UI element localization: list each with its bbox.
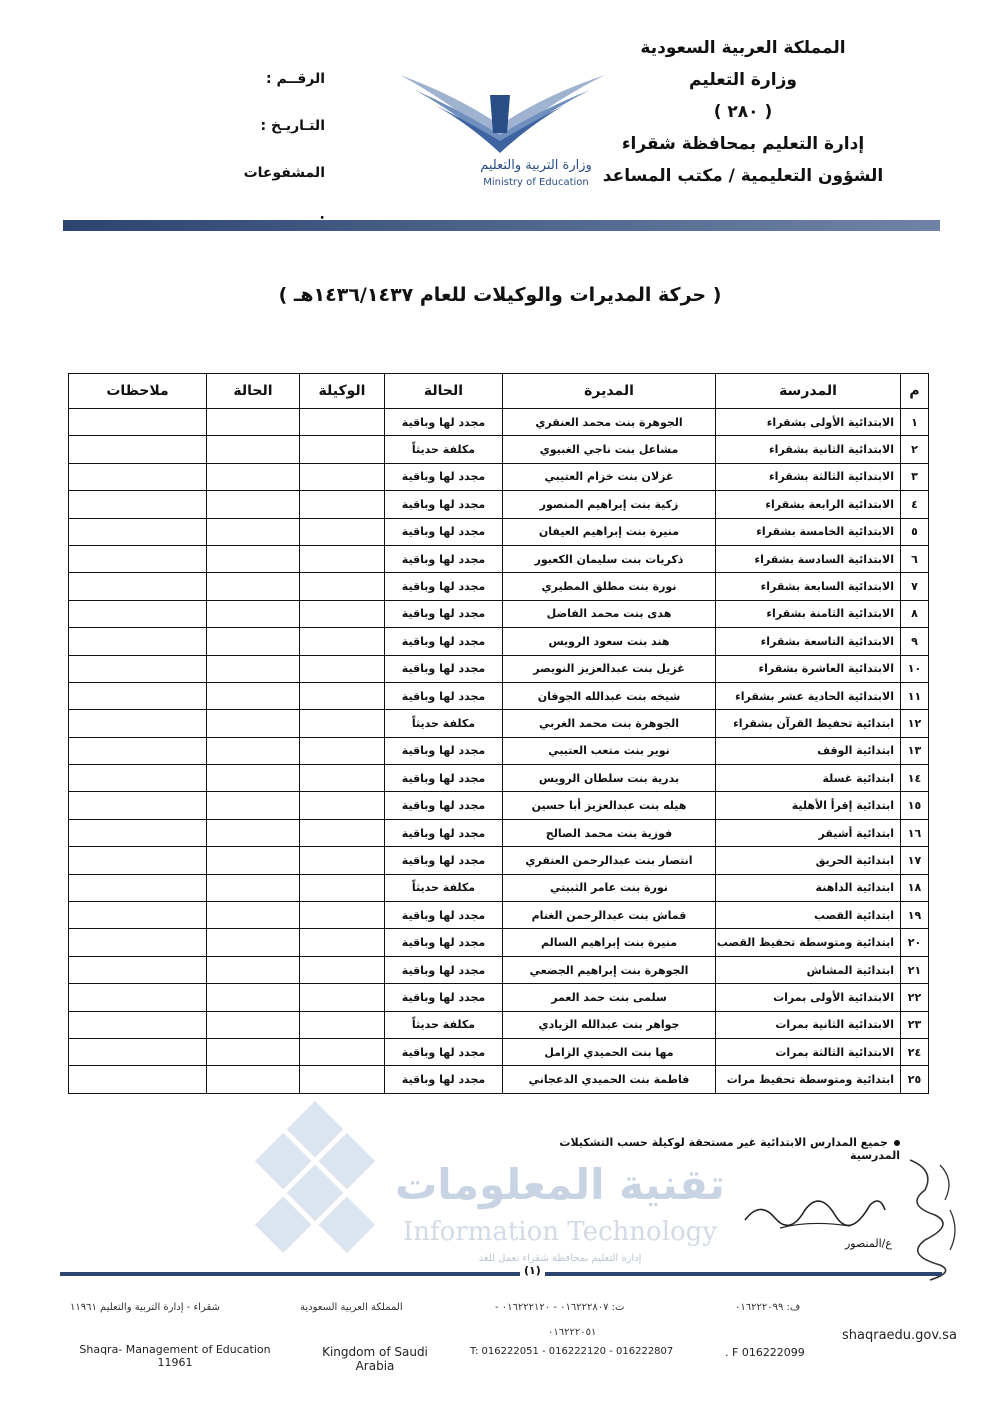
deputy-status-cell: [207, 682, 300, 709]
footer-country-en: Kingdom of Saudi Arabia: [322, 1345, 428, 1373]
table-row: [69, 956, 929, 983]
deputy-cell: [300, 573, 385, 600]
principal-status-cell: مجدد لها وباقية: [385, 765, 503, 792]
row-number-cell: ١٧: [901, 847, 929, 874]
deputy-cell: [300, 792, 385, 819]
principal-status-cell: مجدد لها وباقية: [385, 847, 503, 874]
deputy-cell: [300, 600, 385, 627]
table-row: [69, 682, 929, 709]
school-cell: الابتدائية الخامسة بشقراء: [716, 518, 901, 545]
principal-cell: غزيل بنت عبدالعزيز النويصر: [503, 655, 716, 682]
school-cell: الابتدائية الثالثة بمرات: [716, 1038, 901, 1065]
row-number-cell: ٥: [901, 518, 929, 545]
deputy-status-cell: [207, 600, 300, 627]
principal-cell: نورة بنت مطلق المطيري: [503, 573, 716, 600]
deputy-status-cell: [207, 1066, 300, 1093]
principal-status-cell: مجدد لها وباقية: [385, 1066, 503, 1093]
notes-cell: [69, 463, 207, 490]
column-header: م: [901, 374, 929, 409]
school-cell: الابتدائية الثانية بمرات: [716, 1011, 901, 1038]
principal-status-cell: مجدد لها وباقية: [385, 463, 503, 490]
deputy-cell: [300, 984, 385, 1011]
row-number-cell: ٢١: [901, 956, 929, 983]
deputy-cell: [300, 491, 385, 518]
row-number-cell: ٦: [901, 545, 929, 572]
deputy-status-cell: [207, 409, 300, 436]
website-link[interactable]: shaqraedu.gov.sa: [842, 1328, 957, 1343]
deputy-cell: [300, 409, 385, 436]
notes-cell: [69, 409, 207, 436]
deputy-cell: [300, 545, 385, 572]
bullet-icon: [894, 1140, 900, 1146]
reference-code: ( ٢٨٠ ): [713, 102, 773, 122]
principal-status-cell: مجدد لها وباقية: [385, 491, 503, 518]
school-cell: الابتدائية الثانية بشقراء: [716, 436, 901, 463]
footnote: [520, 1136, 900, 1162]
column-header: المدرسة: [716, 374, 901, 409]
school-cell: ابتدائية إقرأ الأهلية: [716, 792, 901, 819]
signature-icon: [740, 1180, 890, 1240]
deputy-cell: [300, 1038, 385, 1065]
table-row: [69, 545, 929, 572]
principal-status-cell: مجدد لها وباقية: [385, 518, 503, 545]
table-row: [69, 792, 929, 819]
deputy-cell: [300, 819, 385, 846]
deputy-status-cell: [207, 765, 300, 792]
notes-cell: [69, 600, 207, 627]
principal-cell: انتصار بنت عبدالرحمن العنقري: [503, 847, 716, 874]
notes-cell: [69, 956, 207, 983]
table-row: [69, 518, 929, 545]
principal-status-cell: مجدد لها وباقية: [385, 573, 503, 600]
deputy-status-cell: [207, 819, 300, 846]
ministry-name: وزارة التعليم: [689, 70, 797, 90]
school-cell: الابتدائية السابعة بشقراء: [716, 573, 901, 600]
principal-status-cell: مكلفة حديثاً: [385, 1011, 503, 1038]
row-number-cell: ١٨: [901, 874, 929, 901]
table-row: [69, 737, 929, 764]
row-number-cell: ١٢: [901, 710, 929, 737]
principal-cell: فاطمة بنت الحميدي الدعجاني: [503, 1066, 716, 1093]
deputy-status-cell: [207, 573, 300, 600]
staff-movement-table: [68, 373, 929, 1094]
principal-cell: الجوهرة بنت إبراهيم الجضعي: [503, 956, 716, 983]
row-number-cell: ٩: [901, 628, 929, 655]
principal-cell: جواهر بنت عبدالله الزيادي: [503, 1011, 716, 1038]
principal-cell: فوزية بنت محمد الصالح: [503, 819, 716, 846]
logo-english-text: Ministry of Education: [483, 177, 589, 188]
notes-cell: [69, 929, 207, 956]
handwritten-stamp-icon: [895, 1150, 970, 1285]
deputy-cell: [300, 1011, 385, 1038]
deputy-status-cell: [207, 1038, 300, 1065]
table-row: [69, 573, 929, 600]
footer-phones-ar: ت: ٠١٦٢٢٢٨٠٧ - ٠١٦٢٢٢١٢٠ -: [495, 1302, 625, 1313]
deputy-status-cell: [207, 491, 300, 518]
principal-status-cell: مجدد لها وباقية: [385, 902, 503, 929]
table-row: [69, 902, 929, 929]
notes-cell: [69, 682, 207, 709]
school-cell: ابتدائية ومتوسطة تحفيظ مرات: [716, 1066, 901, 1093]
principal-status-cell: مجدد لها وباقية: [385, 1038, 503, 1065]
row-number-cell: ٢٤: [901, 1038, 929, 1065]
deputy-status-cell: [207, 902, 300, 929]
deputy-status-cell: [207, 545, 300, 572]
deputy-cell: [300, 682, 385, 709]
school-cell: ابتدائية القصب: [716, 902, 901, 929]
column-header: ملاحظات: [69, 374, 207, 409]
notes-cell: [69, 436, 207, 463]
table-row: [69, 491, 929, 518]
table-row: [69, 847, 929, 874]
school-cell: ابتدائية المشاش: [716, 956, 901, 983]
principal-cell: هند بنت سعود الرويس: [503, 628, 716, 655]
school-cell: ابتدائية الحريق: [716, 847, 901, 874]
school-cell: ابتدائية الوقف: [716, 737, 901, 764]
school-cell: الابتدائية السادسة بشقراء: [716, 545, 901, 572]
principal-status-cell: مجدد لها وباقية: [385, 600, 503, 627]
principal-cell: مشاعل بنت ناجي الغبيوي: [503, 436, 716, 463]
letterhead-right: [578, 32, 908, 192]
deputy-cell: [300, 956, 385, 983]
notes-cell: [69, 1066, 207, 1093]
table-header-row: [69, 374, 929, 409]
row-number-cell: ١٣: [901, 737, 929, 764]
deputy-status-cell: [207, 1011, 300, 1038]
footer-phones-en: T: 016222051 - 016222120 - 016222807: [470, 1346, 674, 1357]
column-header: الحالة: [207, 374, 300, 409]
footer-fax-ar: ف: ٠١٦٢٢٢٠٩٩: [735, 1302, 801, 1313]
principal-status-cell: مجدد لها وباقية: [385, 628, 503, 655]
table-row: [69, 929, 929, 956]
school-cell: الابتدائية الثامنة بشقراء: [716, 600, 901, 627]
principal-cell: منيرة بنت إبراهيم السالم: [503, 929, 716, 956]
principal-cell: هدى بنت محمد الفاضل: [503, 600, 716, 627]
principal-cell: هيله بنت عبدالعزيز أبا حسين: [503, 792, 716, 819]
deputy-status-cell: [207, 847, 300, 874]
notes-cell: [69, 874, 207, 901]
table-row: [69, 436, 929, 463]
footnote-text: جميع المدارس الابتدائية غير مستحقة لوكيلة حسب التشكيلات المدرسية: [559, 1136, 900, 1162]
notes-cell: [69, 628, 207, 655]
row-number-cell: ٤: [901, 491, 929, 518]
school-cell: الابتدائية الرابعة بشقراء: [716, 491, 901, 518]
row-number-cell: ٨: [901, 600, 929, 627]
notes-cell: [69, 518, 207, 545]
deputy-cell: [300, 929, 385, 956]
principal-status-cell: مجدد لها وباقية: [385, 956, 503, 983]
document-title: ( حركة المديرات والوكيلات للعام ١٤٣٦/١٤٣٧هـ ): [278, 284, 722, 306]
row-number-cell: ٢٠: [901, 929, 929, 956]
deputy-status-cell: [207, 436, 300, 463]
footer-address-ar: شقراء - إدارة التربية والتعليم ١١٩٦١: [70, 1302, 220, 1313]
footer-fax-en: . F 016222099: [725, 1346, 805, 1359]
deputy-status-cell: [207, 792, 300, 819]
deputy-status-cell: [207, 929, 300, 956]
notes-cell: [69, 847, 207, 874]
principal-cell: الجوهرة بنت محمد الغربي: [503, 710, 716, 737]
principal-cell: بدرية بنت سلطان الرويس: [503, 765, 716, 792]
row-number-cell: ١: [901, 409, 929, 436]
principal-cell: ذكريات بنت سليمان الكعبور: [503, 545, 716, 572]
deputy-status-cell: [207, 874, 300, 901]
table-row: [69, 710, 929, 737]
principal-status-cell: مجدد لها وباقية: [385, 409, 503, 436]
principal-cell: منيرة بنت إبراهيم العيفان: [503, 518, 716, 545]
notes-cell: [69, 491, 207, 518]
watermark-english: Information Technology: [402, 1217, 718, 1247]
deputy-cell: [300, 1066, 385, 1093]
principal-status-cell: مجدد لها وباقية: [385, 737, 503, 764]
principal-cell: غزلان بنت خزام العتيبي: [503, 463, 716, 490]
table-row: [69, 1011, 929, 1038]
column-header: الوكيلة: [300, 374, 385, 409]
notes-cell: [69, 1011, 207, 1038]
table-row: [69, 409, 929, 436]
row-number-cell: ١٤: [901, 765, 929, 792]
school-cell: ابتدائية الداهنة: [716, 874, 901, 901]
footer-divider: [60, 1272, 942, 1276]
table-row: [69, 463, 929, 490]
deputy-status-cell: [207, 710, 300, 737]
footer-country-ar: المملكة العربية السعودية: [300, 1302, 403, 1313]
principal-status-cell: مجدد لها وباقية: [385, 792, 503, 819]
column-header: المديرة: [503, 374, 716, 409]
table-row: [69, 1066, 929, 1093]
deputy-cell: [300, 655, 385, 682]
watermark-arabic: تقنية المعلومات: [395, 1160, 725, 1209]
footer-phones-ar-2: ٠١٦٢٢٢٠٥١: [548, 1327, 597, 1338]
attachments-label: المشفوعات: [243, 165, 325, 181]
notes-cell: [69, 819, 207, 846]
row-number-cell: ٢: [901, 436, 929, 463]
number-label: الرقــم :: [266, 71, 325, 87]
row-number-cell: ٧: [901, 573, 929, 600]
principal-cell: سلمى بنت حمد العمر: [503, 984, 716, 1011]
table-row: [69, 819, 929, 846]
table-row: [69, 874, 929, 901]
row-number-cell: ١٥: [901, 792, 929, 819]
deputy-status-cell: [207, 628, 300, 655]
principal-status-cell: مكلفة حديثاً: [385, 710, 503, 737]
notes-cell: [69, 710, 207, 737]
notes-cell: [69, 792, 207, 819]
row-number-cell: ١٦: [901, 819, 929, 846]
column-header: الحالة: [385, 374, 503, 409]
logo-arabic-text: وزارة التربية والتعليم: [480, 158, 592, 173]
row-number-cell: ١١: [901, 682, 929, 709]
watermark-subtitle: إدارة التعليم بمحافظة شقراء نعمل للغد: [478, 1253, 642, 1264]
school-cell: ابتدائية غسلة: [716, 765, 901, 792]
school-cell: الابتدائية الثالثة بشقراء: [716, 463, 901, 490]
deputy-status-cell: [207, 956, 300, 983]
row-number-cell: ٣: [901, 463, 929, 490]
deputy-status-cell: [207, 737, 300, 764]
deputy-status-cell: [207, 463, 300, 490]
header-divider-band: [63, 220, 940, 231]
school-cell: الابتدائية التاسعة بشقراء: [716, 628, 901, 655]
deputy-cell: [300, 710, 385, 737]
principal-cell: نورة بنت عامر الثبيتي: [503, 874, 716, 901]
principal-status-cell: مجدد لها وباقية: [385, 819, 503, 846]
principal-status-cell: مكلفة حديثاً: [385, 874, 503, 901]
notes-cell: [69, 984, 207, 1011]
row-number-cell: ٢٣: [901, 1011, 929, 1038]
signature-name: ع/المنصور: [845, 1237, 892, 1250]
table-row: [69, 628, 929, 655]
principal-status-cell: مجدد لها وباقية: [385, 545, 503, 572]
notes-cell: [69, 1038, 207, 1065]
row-number-cell: ٢٢: [901, 984, 929, 1011]
table-row: [69, 984, 929, 1011]
deputy-cell: [300, 874, 385, 901]
school-cell: ابتدائية ومتوسطة تحفيظ القصب: [716, 929, 901, 956]
deputy-status-cell: [207, 518, 300, 545]
row-number-cell: ٢٥: [901, 1066, 929, 1093]
table-row: [69, 765, 929, 792]
row-number-cell: ١٠: [901, 655, 929, 682]
department-name: إدارة التعليم بمحافظة شقراء: [621, 134, 865, 154]
principal-status-cell: مجدد لها وباقية: [385, 984, 503, 1011]
principal-status-cell: مكلفة حديثاً: [385, 436, 503, 463]
deputy-cell: [300, 463, 385, 490]
deputy-status-cell: [207, 984, 300, 1011]
deputy-cell: [300, 518, 385, 545]
principal-cell: مها بنت الحميدي الزامل: [503, 1038, 716, 1065]
notes-cell: [69, 573, 207, 600]
principal-cell: الجوهرة بنت محمد العنقري: [503, 409, 716, 436]
notes-cell: [69, 902, 207, 929]
date-label: التـاريـخ :: [260, 118, 325, 134]
school-cell: ابتدائية تحفيظ القرآن بشقراء: [716, 710, 901, 737]
table-row: [69, 655, 929, 682]
deputy-cell: [300, 847, 385, 874]
principal-cell: زكية بنت إبراهيم المنصور: [503, 491, 716, 518]
deputy-cell: [300, 436, 385, 463]
principal-cell: نوير بنت متعب العتيبي: [503, 737, 716, 764]
notes-cell: [69, 765, 207, 792]
principal-status-cell: مجدد لها وباقية: [385, 929, 503, 956]
principal-status-cell: مجدد لها وباقية: [385, 655, 503, 682]
deputy-cell: [300, 737, 385, 764]
notes-cell: [69, 655, 207, 682]
row-number-cell: ١٩: [901, 902, 929, 929]
deputy-cell: [300, 902, 385, 929]
principal-cell: شيخه بنت عبدالله الجوفان: [503, 682, 716, 709]
deputy-cell: [300, 765, 385, 792]
letterhead-left: [245, 56, 325, 244]
kingdom-name: المملكة العربية السعودية: [640, 38, 846, 58]
principal-status-cell: مجدد لها وباقية: [385, 682, 503, 709]
notes-cell: [69, 737, 207, 764]
notes-cell: [69, 545, 207, 572]
office-name: الشؤون التعليمية / مكتب المساعد: [602, 166, 884, 186]
school-cell: الابتدائية العاشرة بشقراء: [716, 655, 901, 682]
deputy-cell: [300, 628, 385, 655]
deputy-status-cell: [207, 655, 300, 682]
school-cell: ابتدائية أشيقر: [716, 819, 901, 846]
school-cell: الابتدائية الأولى بمرات: [716, 984, 901, 1011]
school-cell: الابتدائية الأولى بشقراء: [716, 409, 901, 436]
table-row: [69, 1038, 929, 1065]
page-number: (١): [520, 1264, 545, 1277]
school-cell: الابتدائية الحادية عشر بشقراء: [716, 682, 901, 709]
table-row: [69, 600, 929, 627]
principal-cell: قماش بنت عبدالرحمن الغنام: [503, 902, 716, 929]
footer-address-en: Shaqra- Management of Education 11961: [79, 1343, 271, 1369]
